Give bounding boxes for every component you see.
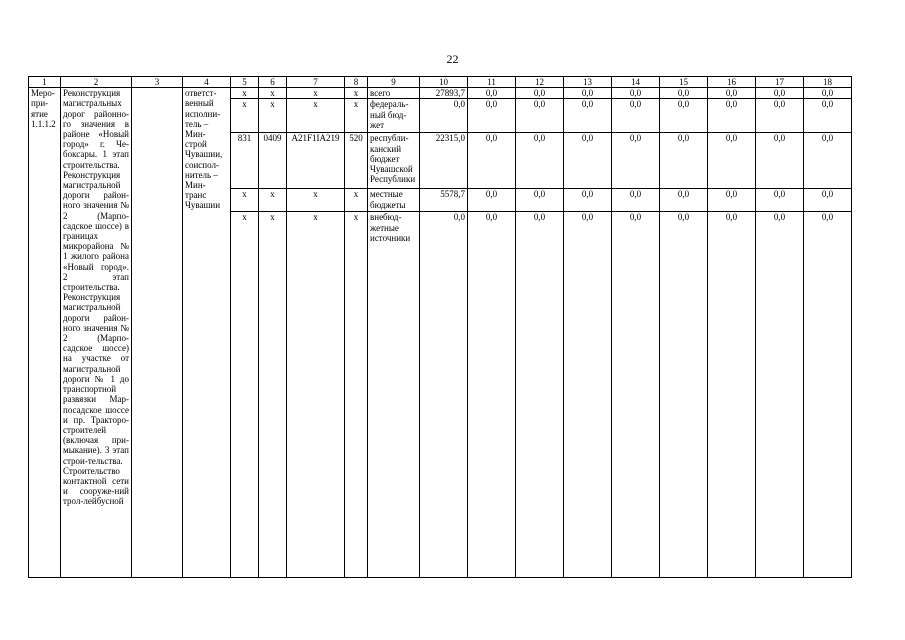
year-value-cell: 0,0 bbox=[660, 88, 708, 99]
code-5-cell: 831 bbox=[231, 133, 259, 189]
code-6-cell: x bbox=[259, 189, 287, 212]
year-value-cell: 0,0 bbox=[468, 212, 516, 578]
measure-description-cell: Реконструкция магистральных дорог районно-го значения в районе «Новый город» г. Че-боксары. 1 этап строительства. Реконструкция магистральной дороги район-ного значения № 2 (Марпо-садское шоссе) в границах микрорайона № 1 жилого района «Новый город». 2 этап строительства. Реконструкция магистральной дороги район-ного значения № 2 (Марпо-садское шоссе) на участке от магистральной дороги № 1 до транспортной развязки Мар-посадское шоссе и пр. Тракторо-строителей (включая при-мыкание). 3 этап строи-тельства. Строительство контактной сети и сооруже-ний трол-лейбусной bbox=[61, 88, 132, 578]
code-8-cell: x bbox=[345, 99, 368, 133]
code-7-cell: x bbox=[287, 99, 345, 133]
page-number: 22 bbox=[446, 52, 459, 66]
column-header-13: 13 bbox=[564, 77, 612, 88]
year-value-cell: 0,0 bbox=[468, 88, 516, 99]
funding-source-cell: всего bbox=[368, 88, 420, 99]
column-header-14: 14 bbox=[612, 77, 660, 88]
code-8-cell: x bbox=[345, 212, 368, 578]
column-header-2: 2 bbox=[61, 77, 132, 88]
year-value-cell: 0,0 bbox=[516, 133, 564, 189]
year-value-cell: 0,0 bbox=[516, 88, 564, 99]
total-value-cell: 5578,7 bbox=[420, 189, 468, 212]
year-value-cell: 0,0 bbox=[660, 212, 708, 578]
measure-number-cell: Меро- при- ятие 1.1.1.2 bbox=[29, 88, 61, 578]
year-value-cell: 0,0 bbox=[468, 133, 516, 189]
year-value-cell: 0,0 bbox=[804, 189, 852, 212]
column-header-5: 5 bbox=[231, 77, 259, 88]
year-value-cell: 0,0 bbox=[804, 212, 852, 578]
year-value-cell: 0,0 bbox=[612, 212, 660, 578]
code-7-cell: x bbox=[287, 189, 345, 212]
year-value-cell: 0,0 bbox=[612, 88, 660, 99]
responsible-executor-cell: ответст- венный исполни- тель – Мин- строй Чувашии, соиспол- нитель – Мин- транс Чувашии bbox=[183, 88, 231, 578]
code-5-cell: x bbox=[231, 99, 259, 133]
year-value-cell: 0,0 bbox=[564, 212, 612, 578]
funding-source-cell: местные бюджеты bbox=[368, 189, 420, 212]
funding-source-cell: федераль- ный бюд- жет bbox=[368, 99, 420, 133]
code-6-cell: x bbox=[259, 212, 287, 578]
code-8-cell: x bbox=[345, 189, 368, 212]
year-value-cell: 0,0 bbox=[612, 133, 660, 189]
code-5-cell: x bbox=[231, 88, 259, 99]
code-6-cell: x bbox=[259, 99, 287, 133]
total-value-cell: 27893,7 bbox=[420, 88, 468, 99]
column-header-9: 9 bbox=[368, 77, 420, 88]
year-value-cell: 0,0 bbox=[708, 88, 756, 99]
year-value-cell: 0,0 bbox=[756, 88, 804, 99]
year-value-cell: 0,0 bbox=[708, 99, 756, 133]
column-header-3: 3 bbox=[132, 77, 183, 88]
year-value-cell: 0,0 bbox=[756, 212, 804, 578]
total-value-cell: 22315,0 bbox=[420, 133, 468, 189]
column-header-8: 8 bbox=[345, 77, 368, 88]
column-header-17: 17 bbox=[756, 77, 804, 88]
budget-table bbox=[28, 76, 852, 578]
funding-source-cell: республи- канский бюджет Чувашской Республики bbox=[368, 133, 420, 189]
year-value-cell: 0,0 bbox=[468, 99, 516, 133]
year-value-cell: 0,0 bbox=[660, 189, 708, 212]
column-header-16: 16 bbox=[708, 77, 756, 88]
column-header-7: 7 bbox=[287, 77, 345, 88]
year-value-cell: 0,0 bbox=[708, 189, 756, 212]
total-value-cell: 0,0 bbox=[420, 99, 468, 133]
funding-source-cell: внебюд- жетные источники bbox=[368, 212, 420, 578]
year-value-cell: 0,0 bbox=[756, 99, 804, 133]
year-value-cell: 0,0 bbox=[756, 189, 804, 212]
column-header-18: 18 bbox=[804, 77, 852, 88]
code-6-cell: 0409 bbox=[259, 133, 287, 189]
year-value-cell: 0,0 bbox=[804, 99, 852, 133]
year-value-cell: 0,0 bbox=[660, 133, 708, 189]
code-7-cell: A21F1IA219 bbox=[287, 133, 345, 189]
year-value-cell: 0,0 bbox=[516, 99, 564, 133]
total-value-cell: 0,0 bbox=[420, 212, 468, 578]
code-5-cell: x bbox=[231, 189, 259, 212]
year-value-cell: 0,0 bbox=[564, 99, 612, 133]
code-7-cell: x bbox=[287, 212, 345, 578]
year-value-cell: 0,0 bbox=[708, 133, 756, 189]
year-value-cell: 0,0 bbox=[564, 88, 612, 99]
year-value-cell: 0,0 bbox=[660, 99, 708, 133]
year-value-cell: 0,0 bbox=[612, 99, 660, 133]
column-header-4: 4 bbox=[183, 77, 231, 88]
year-value-cell: 0,0 bbox=[564, 189, 612, 212]
column-header-6: 6 bbox=[259, 77, 287, 88]
year-value-cell: 0,0 bbox=[468, 189, 516, 212]
code-5-cell: x bbox=[231, 212, 259, 578]
column-header-10: 10 bbox=[420, 77, 468, 88]
code-8-cell: x bbox=[345, 88, 368, 99]
year-value-cell: 0,0 bbox=[708, 212, 756, 578]
year-value-cell: 0,0 bbox=[804, 88, 852, 99]
table-row bbox=[29, 88, 852, 99]
column-header-1: 1 bbox=[29, 77, 61, 88]
year-value-cell: 0,0 bbox=[564, 133, 612, 189]
code-6-cell: x bbox=[259, 88, 287, 99]
code-7-cell: x bbox=[287, 88, 345, 99]
header-row bbox=[29, 77, 852, 88]
year-value-cell: 0,0 bbox=[612, 189, 660, 212]
code-8-cell: 520 bbox=[345, 133, 368, 189]
column-header-11: 11 bbox=[468, 77, 516, 88]
year-value-cell: 0,0 bbox=[516, 189, 564, 212]
year-value-cell: 0,0 bbox=[516, 212, 564, 578]
column-header-12: 12 bbox=[516, 77, 564, 88]
column-3-cell bbox=[132, 88, 183, 578]
year-value-cell: 0,0 bbox=[804, 133, 852, 189]
column-header-15: 15 bbox=[660, 77, 708, 88]
year-value-cell: 0,0 bbox=[756, 133, 804, 189]
